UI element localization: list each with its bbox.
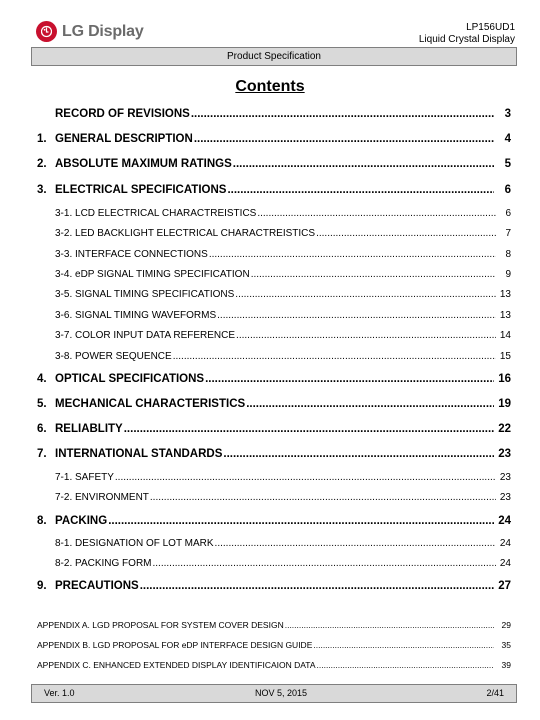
toc-entry	[37, 184, 511, 196]
toc-entry-page: 39	[501, 660, 511, 670]
toc-entry	[37, 373, 511, 385]
toc-entry-label: RELIABLITY	[55, 423, 123, 435]
toc-entry-page: 19	[498, 398, 511, 410]
toc-entry-label: PRECAUTIONS	[55, 580, 139, 592]
page-title: Contents	[235, 78, 305, 95]
toc-entry-page: 13	[499, 310, 511, 321]
toc-leader-dots	[217, 310, 496, 321]
toc-leader-dots	[108, 515, 494, 527]
toc-entry	[55, 492, 511, 503]
toc-entry	[55, 249, 511, 260]
toc-leader-dots	[191, 108, 494, 120]
lg-logo-icon	[36, 21, 57, 42]
toc-entry-page: 8	[505, 249, 511, 260]
toc-entry-label: APPENDIX C. ENHANCED EXTENDED DISPLAY IDENTIFICAION DATA	[37, 660, 316, 670]
toc-entry-number: 2.	[37, 158, 47, 170]
toc-entry-page: 13	[499, 289, 511, 300]
toc-entry-number: 7.	[37, 448, 47, 460]
banner-text: Product Specification	[227, 51, 321, 62]
toc-leader-dots	[140, 580, 494, 592]
toc-leader-dots	[235, 289, 496, 300]
toc-entry-label: 3-7. COLOR INPUT DATA REFERENCE	[55, 330, 236, 341]
toc-entry-label: 8-1. DESIGNATION OF LOT MARK	[55, 538, 214, 549]
toc-entry-page: 9	[505, 269, 511, 280]
toc-entry	[37, 108, 511, 120]
toc-leader-dots	[124, 423, 494, 435]
toc-leader-dots	[209, 249, 496, 260]
toc-entry	[37, 515, 511, 527]
document-model: LP156UD1	[466, 22, 515, 33]
toc-entry-page: 23	[498, 448, 511, 460]
toc-entry-number: 1.	[37, 133, 47, 145]
toc-entry	[55, 269, 511, 280]
footer-date: NOV 5, 2015	[255, 688, 308, 698]
toc-entry-number: 9.	[37, 580, 47, 592]
toc-leader-dots	[173, 351, 496, 362]
toc-entry-page: 3	[504, 108, 511, 120]
toc-entry-page: 5	[504, 158, 511, 170]
toc-entry	[55, 228, 511, 239]
toc-leader-dots	[313, 640, 494, 650]
toc-entry	[37, 580, 511, 592]
toc-entry-number: 6.	[37, 423, 47, 435]
toc-leader-dots	[233, 158, 494, 170]
toc-entry-label: 3-3. INTERFACE CONNECTIONS	[55, 249, 208, 260]
toc-entry-label: ABSOLUTE MAXIMUM RATINGS	[55, 158, 232, 170]
toc-leader-dots	[317, 660, 494, 670]
toc-leader-dots	[227, 184, 494, 196]
toc-leader-dots	[194, 133, 494, 145]
toc-entry-label: 3-8. POWER SEQUENCE	[55, 351, 172, 362]
toc-leader-dots	[215, 538, 496, 549]
toc-entry-label: 3-6. SIGNAL TIMING WAVEFORMS	[55, 310, 217, 321]
toc-entry-page: 14	[499, 330, 511, 341]
toc-entry-label: APPENDIX A. LGD PROPOSAL FOR SYSTEM COVER DESIGN	[37, 620, 284, 630]
toc-leader-dots	[251, 269, 496, 280]
toc-entry	[55, 351, 511, 362]
toc-entry-number: 4.	[37, 373, 47, 385]
toc-leader-dots	[246, 398, 494, 410]
toc-entry-label: 3-4. eDP SIGNAL TIMING SPECIFICATION	[55, 269, 250, 280]
document-subtitle: Liquid Crystal Display	[418, 34, 515, 45]
toc-entry	[55, 289, 511, 300]
toc-entry-label: 3-1. LCD ELECTRICAL CHARACTREISTICS	[55, 208, 257, 219]
header-banner	[31, 47, 517, 66]
toc-entry	[37, 398, 511, 410]
toc-entry-page: 27	[498, 580, 511, 592]
toc-entry-label: MECHANICAL CHARACTERISTICS	[55, 398, 246, 410]
toc-entry-page: 7	[505, 228, 511, 239]
toc-entry-label: 7-1. SAFETY	[55, 472, 114, 483]
toc-entry-label: APPENDIX B. LGD PROPOSAL FOR eDP INTERFACE DESIGN GUIDE	[37, 640, 313, 650]
toc-entry-page: 16	[498, 373, 511, 385]
toc-entry-page: 35	[501, 640, 511, 650]
footer-version: Ver. 1.0	[44, 688, 75, 698]
toc-entry-label: 8-2. PACKING FORM	[55, 558, 152, 569]
toc-entry-number: 5.	[37, 398, 47, 410]
toc-entry-page: 24	[499, 558, 511, 569]
toc-leader-dots	[115, 472, 496, 483]
toc-entry-label: RECORD OF REVISIONS	[55, 108, 190, 120]
toc-entry	[37, 620, 511, 630]
toc-entry-page: 29	[501, 620, 511, 630]
toc-leader-dots	[205, 373, 494, 385]
toc-entry-page: 6	[505, 208, 511, 219]
toc-entry-page: 23	[499, 472, 511, 483]
toc-entry	[55, 208, 511, 219]
toc-entry-page: 24	[499, 538, 511, 549]
toc-leader-dots	[153, 558, 497, 569]
toc-leader-dots	[236, 330, 496, 341]
toc-leader-dots	[285, 620, 494, 630]
toc-entry	[37, 640, 511, 650]
toc-entry-label: 7-2. ENVIRONMENT	[55, 492, 149, 503]
toc-entry	[55, 558, 511, 569]
lg-display-logo	[36, 21, 144, 42]
toc-entry-label: 3-2. LED BACKLIGHT ELECTRICAL CHARACTREISTICS	[55, 228, 316, 239]
footer-page-number: 2/41	[486, 688, 504, 698]
toc-entry-page: 22	[498, 423, 511, 435]
toc-entry-label: ELECTRICAL SPECIFICATIONS	[55, 184, 227, 196]
toc-entry	[55, 330, 511, 341]
toc-entry-label: PACKING	[55, 515, 108, 527]
toc-entry	[37, 133, 511, 145]
toc-entry-page: 23	[499, 492, 511, 503]
toc-entry-label: GENERAL DESCRIPTION	[55, 133, 193, 145]
toc-entry	[55, 538, 511, 549]
toc-entry-page: 15	[499, 351, 511, 362]
toc-leader-dots	[257, 208, 496, 219]
toc-entry	[55, 472, 511, 483]
toc-entry	[37, 448, 511, 460]
toc-leader-dots	[223, 448, 494, 460]
toc-entry-page: 4	[504, 133, 511, 145]
toc-leader-dots	[150, 492, 496, 503]
toc-entry-label: 3-5. SIGNAL TIMING SPECIFICATIONS	[55, 289, 235, 300]
toc-entry	[37, 660, 511, 670]
toc-entry-label: INTERNATIONAL STANDARDS	[55, 448, 223, 460]
toc-entry-number: 3.	[37, 184, 47, 196]
toc-entry	[55, 310, 511, 321]
toc-entry-label: OPTICAL SPECIFICATIONS	[55, 373, 205, 385]
logo-text: LG Display	[62, 22, 144, 40]
page-footer	[31, 684, 517, 703]
toc-entry	[37, 158, 511, 170]
toc-entry-page: 24	[498, 515, 511, 527]
toc-entry-number: 8.	[37, 515, 47, 527]
toc-entry-page: 6	[504, 184, 511, 196]
toc-entry	[37, 423, 511, 435]
toc-leader-dots	[316, 228, 496, 239]
